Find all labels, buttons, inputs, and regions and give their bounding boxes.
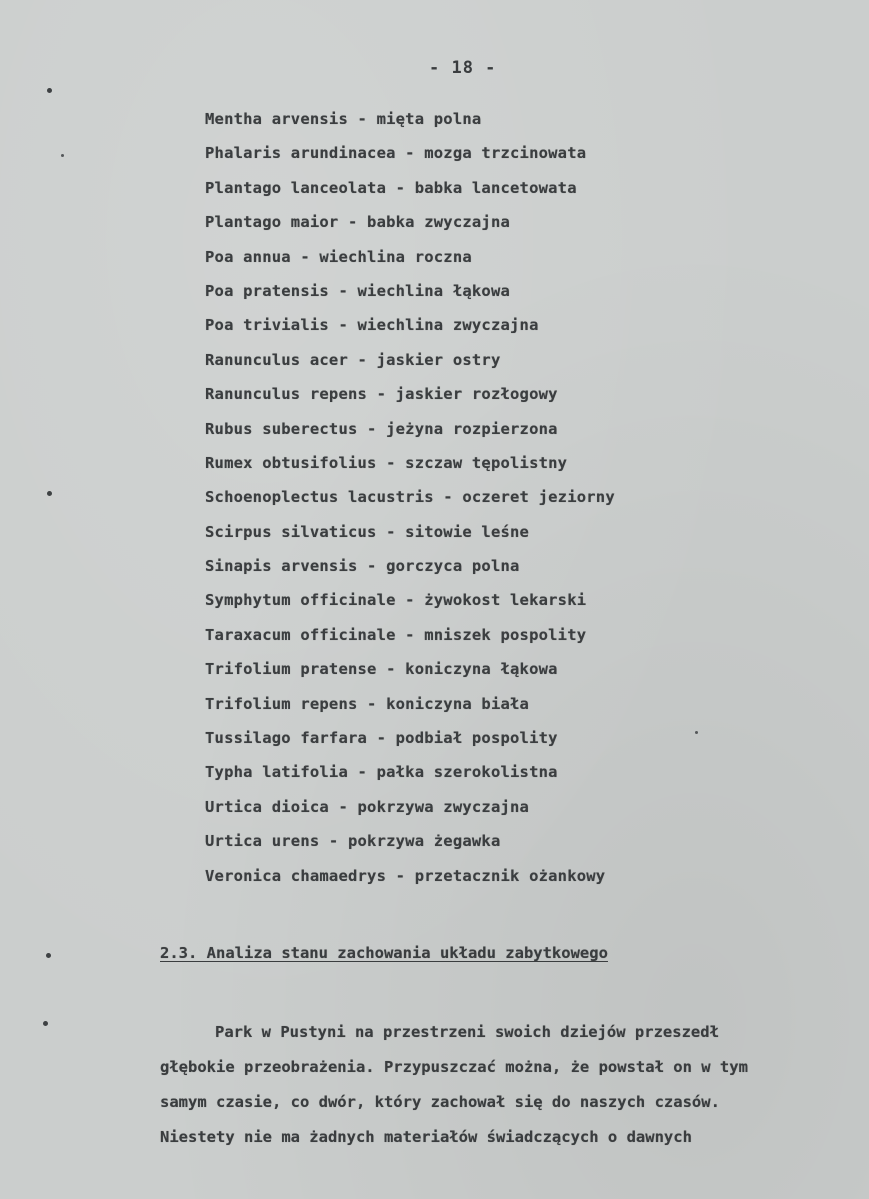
species-item: Poa annua - wiechlina roczna: [205, 247, 472, 266]
species-item: Plantago maior - babka zwyczajna: [205, 213, 511, 232]
species-item: Scirpus silvaticus - sitowie leśne: [205, 522, 530, 541]
paragraph-line: samym czasie, co dwór, który zachował się do naszych czasów.: [160, 1093, 720, 1111]
section-heading: 2.3. Analiza stanu zachowania układu zabytkowego: [160, 944, 608, 962]
species-item: Schoenoplectus lacustris - oczeret jeziorny: [205, 488, 615, 507]
species-item: Mentha arvensis - mięta polna: [205, 110, 482, 128]
species-item: Poa pratensis - wiechlina łąkowa: [205, 281, 511, 300]
paper-speck: [695, 731, 698, 734]
punch-hole-mark: [43, 1021, 48, 1026]
paragraph-line: Park w Pustyni na przestrzeni swoich dziejów przeszedł: [215, 1023, 719, 1041]
species-item: Ranunculus acer - jaskier ostry: [205, 350, 501, 369]
species-item: Taraxacum officinale - mniszek pospolity: [205, 625, 587, 644]
species-item: Plantago lanceolata - babka lancetowata: [205, 178, 577, 197]
punch-hole-mark: [47, 88, 52, 93]
species-item: Rubus suberectus - jeżyna rozpierzona: [205, 419, 558, 438]
species-item: Veronica chamaedrys - przetacznik ożankowy: [205, 866, 606, 885]
species-item: Urtica dioica - pokrzywa zwyczajna: [205, 797, 530, 816]
species-item: Typha latifolia - pałka szerokolistna: [205, 763, 558, 782]
species-item: Urtica urens - pokrzywa żegawka: [205, 832, 501, 851]
punch-hole-mark: [47, 491, 52, 496]
paragraph-line: głębokie przeobrażenia. Przypuszczać można, że powstał on w tym: [160, 1058, 748, 1076]
species-item: Sinapis arvensis - gorczyca polna: [205, 557, 520, 576]
species-item: Trifolium repens - koniczyna biała: [205, 694, 530, 713]
species-item: Ranunculus repens - jaskier rozłogowy: [205, 385, 558, 404]
species-item: Poa trivialis - wiechlina zwyczajna: [205, 316, 539, 335]
body-paragraph: [160, 1015, 840, 1155]
species-item: Symphytum officinale - żywokost lekarski: [205, 591, 587, 610]
species-item: Rumex obtusifolius - szczaw tępolistny: [205, 453, 568, 472]
page-number: - 18 -: [429, 58, 497, 78]
species-item: Phalaris arundinacea - mozga trzcinowata: [205, 144, 587, 163]
species-item: Trifolium pratense - koniczyna łąkowa: [205, 660, 558, 679]
paper-speck: [61, 154, 64, 157]
paragraph-line: Niestety nie ma żadnych materiałów świadczących o dawnych: [160, 1128, 692, 1146]
species-item: Tussilago farfara - podbiał pospolity: [205, 729, 558, 748]
punch-hole-mark: [46, 953, 51, 958]
species-list: [205, 108, 615, 899]
